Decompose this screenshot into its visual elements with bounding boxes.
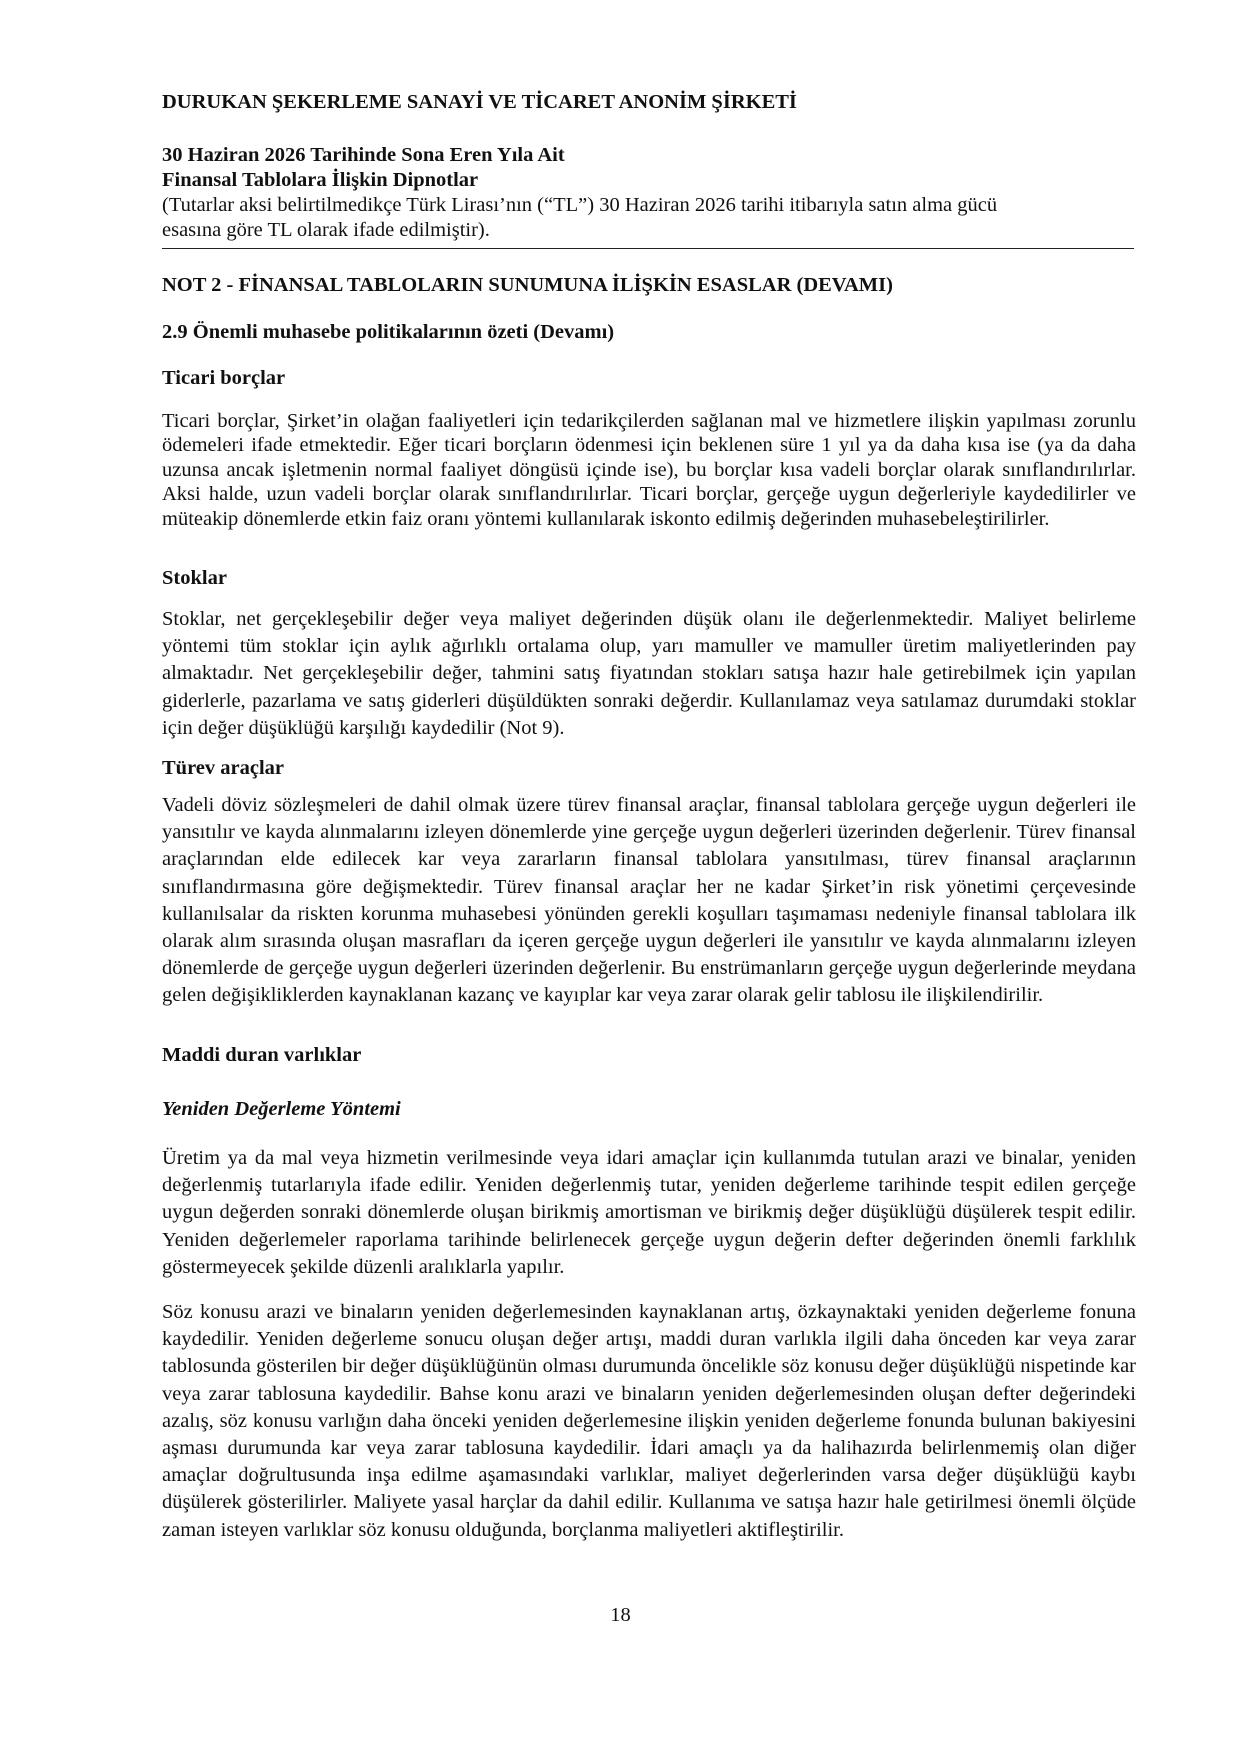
report-subtitle: Finansal Tablolara İlişkin Dipnotlar xyxy=(162,169,479,191)
paragraph-stoklar: Stoklar, net gerçekleşebilir değer veya maliyet değerinden düşük olanı ile değerlenmektedir. Maliyet belirleme yöntemi tüm stoklar için aylık ağırlıklı ortalama olup, yarı mamuller ve mamuller üretim maliyetlerinden pay almaktadır. Net gerçekleşebilir değer, tahmini satış fiyatından stokları satışa hazır hale getirebilmek için yapılan giderlerle, pazarlama ve satış giderleri düşüldükten sonraki değerdir. Kullanılamaz veya satılamaz durumdaki stoklar için değer düşüklüğü karşılığı kaydedilir (Not 9). xyxy=(162,608,1136,739)
heading-stoklar: Stoklar xyxy=(162,567,227,589)
section-title: NOT 2 - FİNANSAL TABLOLARIN SUNUMUNA İLİŞKİN ESASLAR (DEVAMI) xyxy=(162,274,893,296)
header-divider xyxy=(162,248,1134,249)
heading-maddi-duran-varliklar: Maddi duran varlıklar xyxy=(162,1044,362,1066)
heading-ticari-borclar: Ticari borçlar xyxy=(162,367,286,389)
report-period: 30 Haziran 2026 Tarihinde Sona Eren Yıla Ait xyxy=(162,144,565,166)
subsection-title: 2.9 Önemli muhasebe politikalarının özeti (Devamı) xyxy=(162,321,615,343)
paragraph-ticari-borclar: Ticari borçlar, Şirket’in olağan faaliyetleri için tedarikçilerden sağlanan mal ve hizmetlere ilişkin yapılması zorunlu ödemeleri ifade etmektedir. Eğer ticari borçların ödenmesi için beklenen süre 1 yıl ya da daha kısa ise (ya da daha uzunsa ancak işletmenin normal faaliyet döngüsü içinde ise), bu borçlar kısa vadeli borçlar olarak sınıflandırılırlar. Aksi halde, uzun vadeli borçlar olarak sınıflandırılırlar. Ticari borçlar, gerçeğe uygun değerleriyle kaydedilirler ve müteakip dönemlerde etkin faiz oranı yöntemi kullanılarak iskonto edilmiş değerinden muhasebeleştirilirler. xyxy=(162,410,1136,530)
currency-note-line-2: esasına göre TL olarak ifade edilmiştir). xyxy=(162,219,490,241)
heading-turev-araclar: Türev araçlar xyxy=(162,757,285,779)
company-name: DURUKAN ŞEKERLEME SANAYİ VE TİCARET ANONİM ŞİRKETİ xyxy=(162,91,797,113)
paragraph-yeniden-degerleme-1: Üretim ya da mal veya hizmetin verilmesinde veya idari amaçlar için kullanımda tutulan arazi ve binalar, yeniden değerlenmiş tutarlarıyla ifade edilir. Yeniden değerlenmiş tutar, yeniden değerleme tarihinde tespit edilen gerçeğe uygun değerden sonraki dönemlerde oluşan birikmiş amortisman ve birikmiş değer düşüklüğü düşülerek tespit edilir. Yeniden değerlemeler raporlama tarihinde belirlenecek gerçeğe uygun değerin defter değerinden önemli farklılık göstermeyecek şekilde düzenli aralıklarla yapılır. xyxy=(162,1147,1136,1278)
subheading-yeniden-degerleme: Yeniden Değerleme Yöntemi xyxy=(162,1098,401,1120)
paragraph-yeniden-degerleme-2: Söz konusu arazi ve binaların yeniden değerlemesinden kaynaklanan artış, özkaynaktaki yeniden değerleme fonuna kaydedilir. Yeniden değerleme sonucu oluşan değer artışı, maddi duran varlıkla ilgili daha önceden kar veya zarar tablosunda gösterilen bir değer düşüklüğünün olması durumunda öncelikle söz konusu değer düşüklüğü nispetinde kar veya zarar tablosuna kaydedilir. Bahse konu arazi ve binaların yeniden değerlemesinden oluşan defter değerindeki azalış, söz konusu varlığın daha önceki yeniden değerlemesine ilişkin yeniden değerleme fonunda bulunan bakiyesini aşması durumunda kar veya zarar tablosuna kaydedilir. İdari amaçlı ya da halihazırda belirlenmemiş olan diğer amaçlar doğrultusunda inşa edilme aşamasındaki varlıklar, maliyet değerlerinden varsa değer düşüklüğü kaybı düşülerek gösterilirler. Maliyete yasal harçlar da dahil edilir. Kullanıma ve satışa hazır hale getirilmesi önemli ölçüde zaman isteyen varlıklar söz konusu olduğunda, borçlanma maliyetleri aktifleştirilir. xyxy=(162,1301,1136,1541)
page-number: 18 xyxy=(610,1604,631,1626)
currency-note-line-1: (Tutarlar aksi belirtilmedikçe Türk Lirası’nın (“TL”) 30 Haziran 2026 tarihi itibarıyla satın alma gücü xyxy=(162,194,998,216)
paragraph-turev-araclar: Vadeli döviz sözleşmeleri de dahil olmak üzere türev finansal araçlar, finansal tablolara gerçeğe uygun değerleri ile yansıtılır ve kayda alınmalarını izleyen dönemlerde yine gerçeğe uygun değerleri üzerinden değerlenir. Türev finansal araçlarından elde edilecek kar veya zararların finansal tablolara yansıtılması, türev finansal araçlarının sınıflandırmasına göre değişmektedir. Türev finansal araçlar her ne kadar Şirket’in risk yönetimi çerçevesinde kullanılsalar da riskten korunma muhasebesi yönünden gerekli koşulları taşımaması nedeniyle finansal tablolara ilk olarak alım sırasında oluşan masrafları da içeren gerçeğe uygun değerleri ile yansıtılır ve kayda alınmalarını izleyen dönemlerde de gerçeğe uygun değerleri üzerinden değerlenir. Bu enstrümanların gerçeğe uygun değerlerinde meydana gelen değişikliklerden kaynaklanan kazanç ve kayıplar kar veya zarar olarak gelir tablosu ile ilişkilendirilir. xyxy=(162,794,1136,1007)
